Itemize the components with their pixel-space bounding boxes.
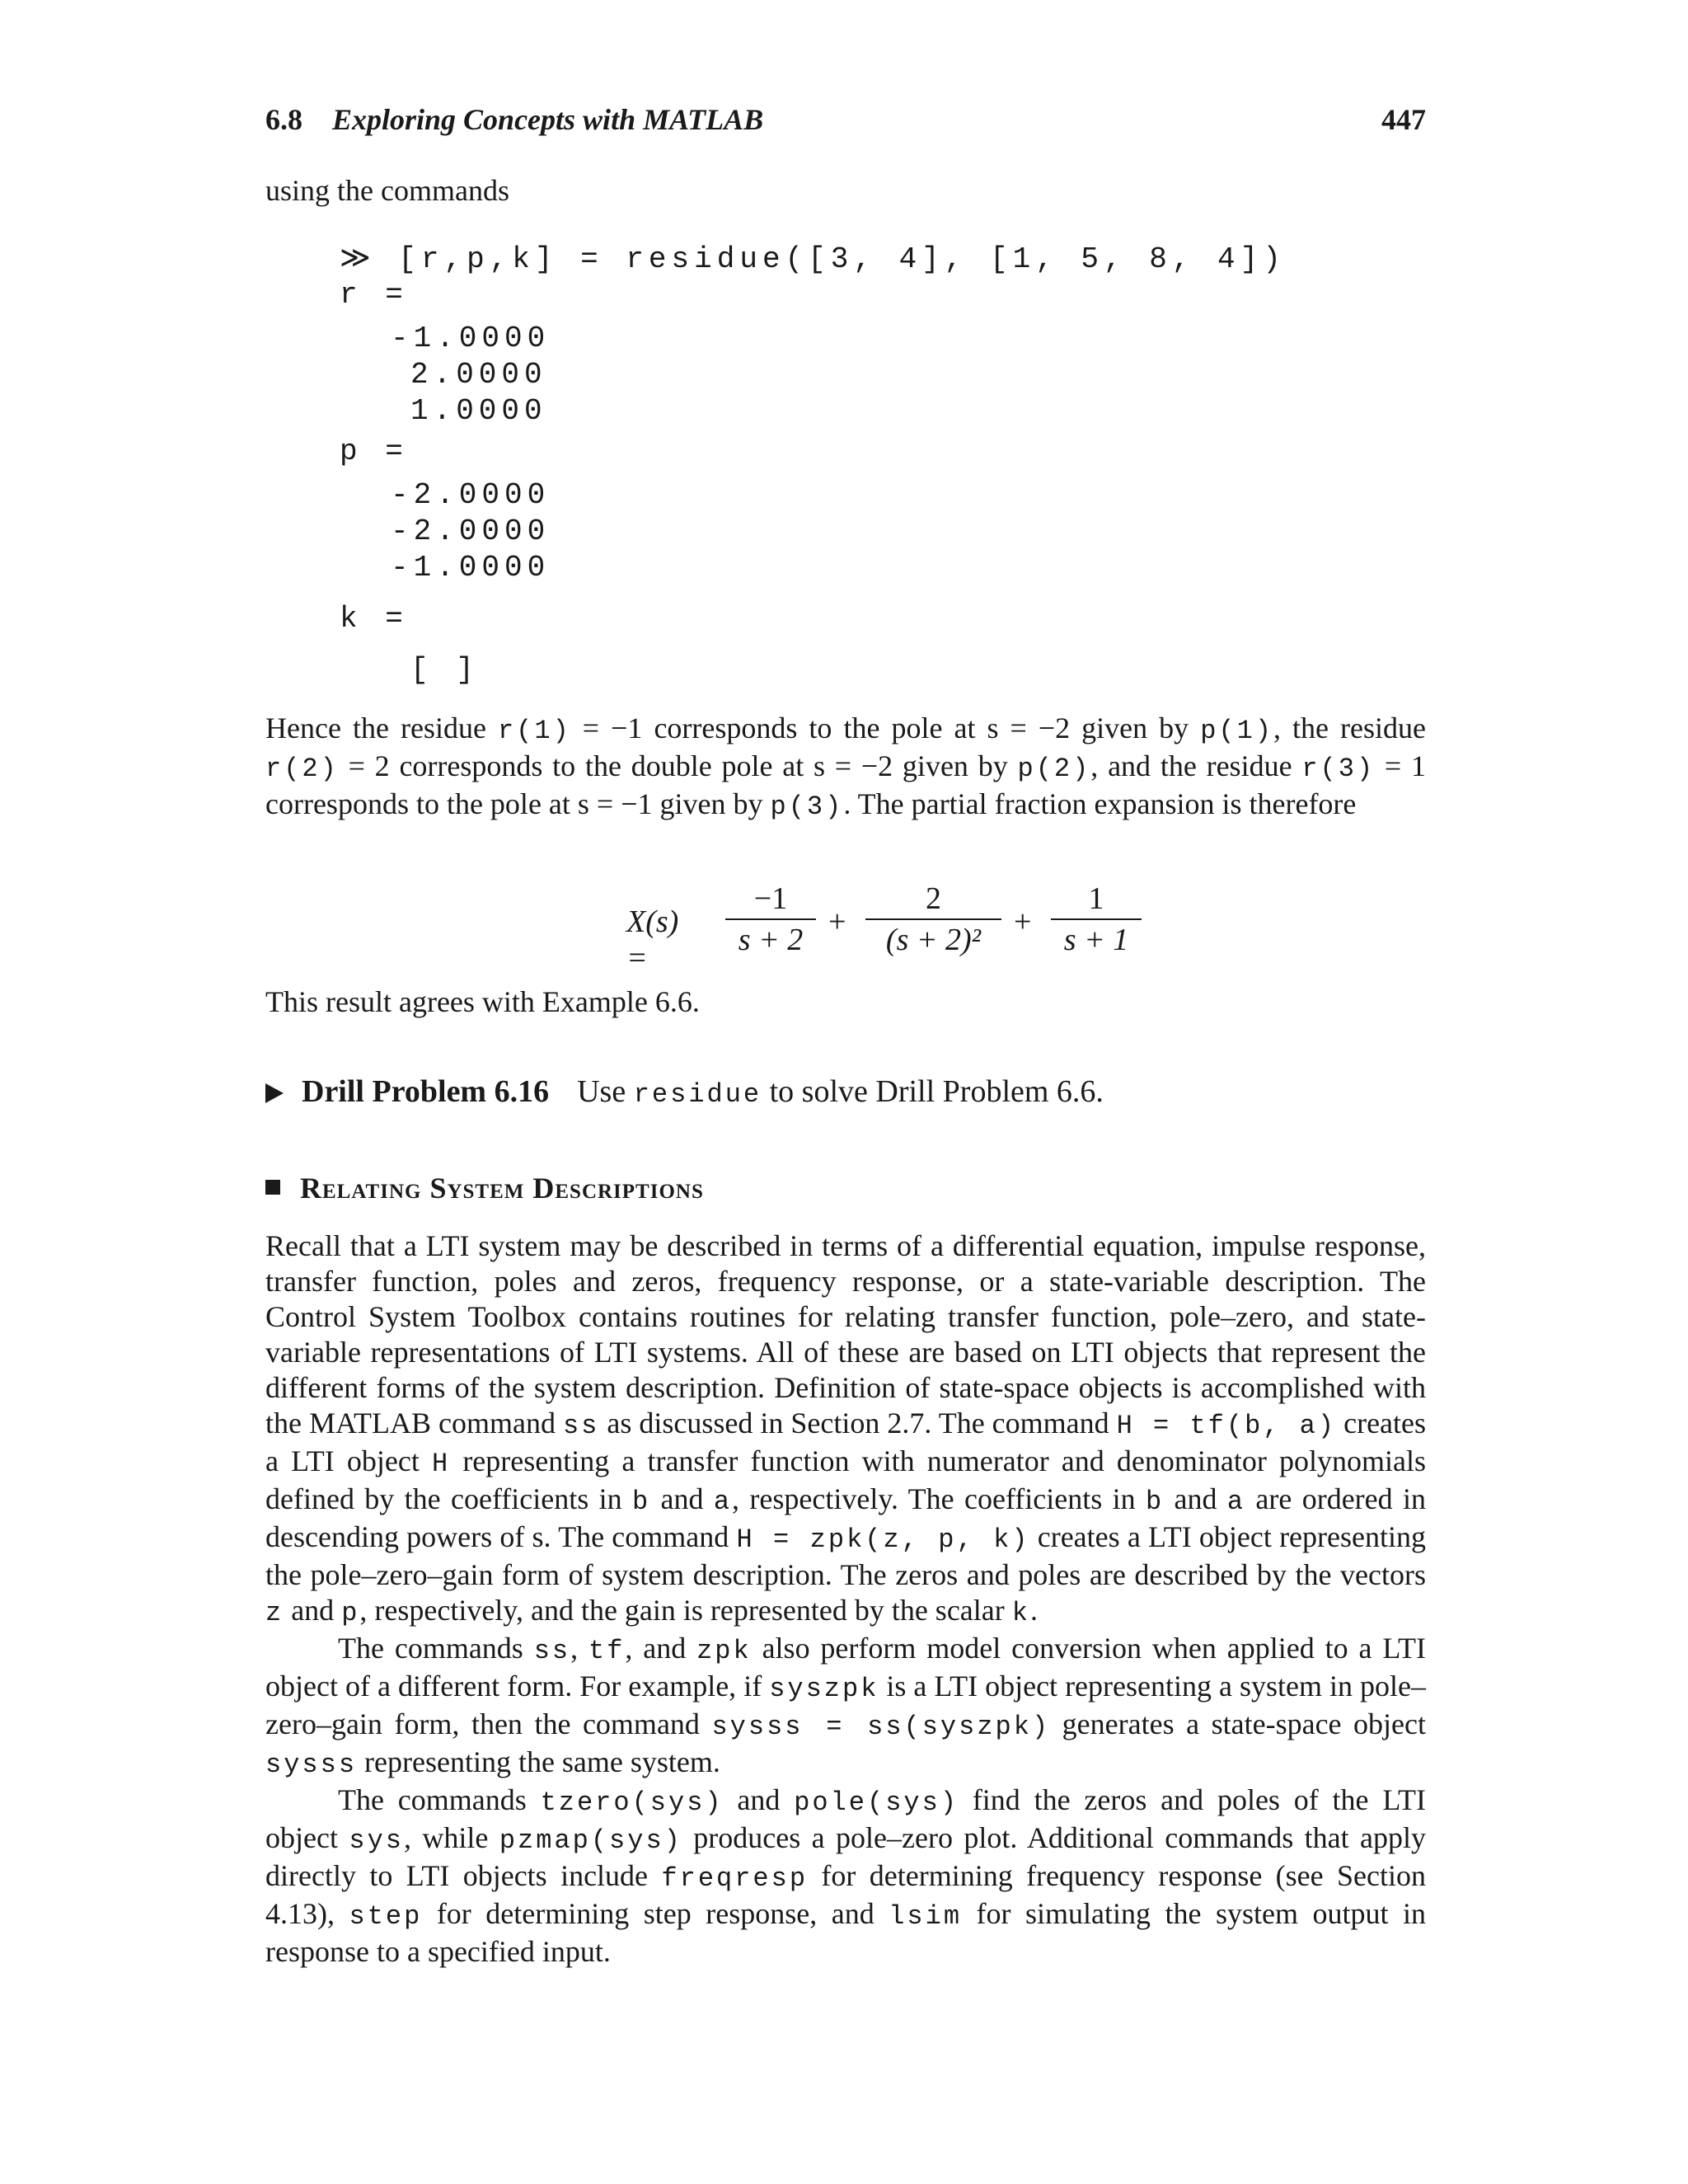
code-zpk: zpk bbox=[696, 1636, 752, 1666]
paragraph-lti-descriptions bbox=[265, 1228, 1426, 1631]
drill-problem bbox=[265, 1073, 1104, 1110]
intro-text bbox=[265, 173, 1426, 209]
text-run: for simulating the system output in response to a specified input. bbox=[265, 1897, 1426, 1968]
text-run: for determining frequency response (see Section 4.13), bbox=[265, 1859, 1426, 1930]
text-run: produces a pole–zero plot. Additional commands that apply directly to LTI objects include bbox=[265, 1821, 1427, 1892]
code-r-value-1: -1.0000 bbox=[391, 322, 551, 355]
code-tf: tf bbox=[588, 1636, 626, 1666]
fraction-1-numerator: −1 bbox=[725, 881, 816, 920]
code-r1: r(1) bbox=[497, 716, 571, 746]
section-heading bbox=[265, 1171, 704, 1205]
fraction-2-numerator: 2 bbox=[865, 881, 1001, 920]
code-ss: ss bbox=[533, 1636, 571, 1666]
fraction-3-denominator: s + 1 bbox=[1063, 923, 1129, 957]
text-run: Recall that a LTI system may be described in terms of a differential equation, impulse response, transfer function, poles and zeros, frequency response, or a state-variable description. The Control System Toolbox contains routines for relating transfer function, pole–zero, and state-variable representations of LTI systems. All of these are based on LTI objects that represent the different forms of the system description. Definition of state-space objects is accomplished with the MATLAB command bbox=[265, 1229, 1426, 1440]
code-z: z bbox=[265, 1598, 284, 1628]
text-run: , respectively, and the gain is represented by the scalar bbox=[359, 1594, 1012, 1627]
code-k-label: k = bbox=[340, 602, 408, 636]
code-lsim: lsim bbox=[889, 1901, 963, 1932]
text-run: , bbox=[570, 1632, 588, 1665]
agrees-line: This result agrees with Example 6.6. bbox=[265, 985, 700, 1018]
text-run: is a LTI object representing a system in pole–zero–gain form, then the command bbox=[265, 1670, 1426, 1740]
code-p-value-3: -1.0000 bbox=[391, 551, 551, 585]
text-run: = 2 corresponds to the double pole at s = −2 given by bbox=[338, 749, 1018, 782]
text-run: , the residue bbox=[1273, 712, 1427, 744]
text-run: , respectively. The coefficients in bbox=[732, 1482, 1146, 1515]
agrees-text bbox=[265, 984, 1426, 1020]
fraction-3 bbox=[1051, 881, 1142, 958]
text-run: The commands bbox=[338, 1632, 534, 1665]
code-zpk-command: H = zpk(z, p, k) bbox=[736, 1524, 1030, 1555]
triangle-bullet-icon bbox=[265, 1083, 284, 1103]
code-tf-command: H = tf(b, a) bbox=[1116, 1411, 1337, 1441]
code-p-value-2: -2.0000 bbox=[391, 514, 551, 548]
code-r-value-2: 2.0000 bbox=[410, 358, 547, 392]
text-run: The commands bbox=[338, 1783, 541, 1816]
text-run: = −1 corresponds to the pole at s = −2 given by bbox=[570, 712, 1201, 744]
intro-line: using the commands bbox=[265, 174, 509, 207]
text-run: , while bbox=[404, 1821, 499, 1854]
code-a: a bbox=[713, 1487, 733, 1517]
text-run: generates a state-space object bbox=[1050, 1707, 1427, 1740]
code-b: b bbox=[1145, 1487, 1165, 1517]
residue-paragraph bbox=[265, 711, 1426, 824]
code-residue: residue bbox=[633, 1079, 762, 1110]
code-p-value-1: -2.0000 bbox=[391, 478, 551, 512]
text-run: and bbox=[1164, 1482, 1227, 1515]
text-run: , and bbox=[625, 1632, 697, 1665]
text-run: Hence the residue bbox=[265, 712, 498, 744]
text-run: representing the same system. bbox=[357, 1745, 720, 1778]
code-sys: sys bbox=[349, 1825, 404, 1856]
code-pole: pole(sys) bbox=[794, 1787, 959, 1818]
code-p2: p(2) bbox=[1017, 754, 1091, 784]
code-pzmap: pzmap(sys) bbox=[499, 1825, 682, 1856]
paragraph-lti-commands bbox=[265, 1782, 1426, 1970]
text-run: , and the residue bbox=[1090, 749, 1302, 782]
code-k: k bbox=[1011, 1598, 1030, 1628]
code-r3: r(3) bbox=[1301, 754, 1376, 784]
fraction-3-numerator: 1 bbox=[1051, 881, 1142, 920]
chapter-title: Exploring Concepts with MATLAB bbox=[332, 103, 764, 136]
text-run: . bbox=[1029, 1594, 1038, 1627]
header-section-title bbox=[265, 102, 763, 137]
equation-lhs: X(s) = bbox=[626, 904, 679, 975]
text-run: and bbox=[284, 1594, 342, 1627]
text-run: representing a transfer function with numerator and denominator polynomials defined by the coefficients in bbox=[265, 1444, 1426, 1515]
code-a: a bbox=[1226, 1487, 1246, 1517]
code-H: H bbox=[431, 1449, 451, 1479]
code-k-value: [ ] bbox=[410, 653, 479, 687]
text-run: also perform model conversion when applied to a LTI object of a different form. For example, if bbox=[265, 1632, 1426, 1703]
text-run: find the zeros and poles of the LTI object bbox=[265, 1783, 1426, 1854]
residue-text bbox=[265, 711, 1426, 824]
code-b: b bbox=[631, 1487, 651, 1517]
code-freqresp: freqresp bbox=[661, 1863, 809, 1894]
code-p-label: p = bbox=[340, 434, 408, 468]
code-sysss: sysss bbox=[265, 1750, 358, 1780]
text-run: = 1 corresponds to the pole at s = −1 given by bbox=[265, 749, 1426, 820]
paragraph-model-conversion bbox=[265, 1631, 1426, 1782]
code-syszpk: syszpk bbox=[769, 1674, 879, 1704]
code-step: step bbox=[349, 1901, 423, 1932]
page-number: 447 bbox=[1381, 103, 1426, 136]
code-p1: p(1) bbox=[1200, 716, 1274, 746]
plus-sign-2: + bbox=[1014, 904, 1032, 939]
code-ss: ss bbox=[562, 1411, 600, 1441]
fraction-2-denominator: (s + 2)² bbox=[885, 923, 982, 957]
square-bullet-icon bbox=[265, 1180, 280, 1195]
code-r2: r(2) bbox=[265, 754, 339, 784]
text-run: creates a LTI object representing the pole–zero–gain form of system description. The zeros and poles are described by the vectors bbox=[265, 1520, 1426, 1591]
code-command: ≫ [r,p,k] = residue([3, 4], [1, 5, 8, 4]) bbox=[340, 242, 1286, 276]
code-tzero: tzero(sys) bbox=[540, 1787, 724, 1818]
text-run: for determining step response, and bbox=[422, 1897, 889, 1930]
running-header bbox=[265, 102, 1426, 143]
code-r-value-3: 1.0000 bbox=[410, 394, 547, 428]
code-ss-conversion: sysss = ss(syszpk) bbox=[711, 1712, 1051, 1742]
code-p3: p(3) bbox=[770, 791, 844, 822]
fraction-1 bbox=[725, 881, 816, 958]
text-run: creates a LTI object bbox=[265, 1407, 1427, 1477]
text-run: Use bbox=[577, 1074, 634, 1109]
section-heading-text: Relating System Descriptions bbox=[300, 1172, 704, 1205]
section-number: 6.8 bbox=[265, 103, 302, 136]
code-r-label: r = bbox=[340, 278, 408, 312]
text-run: and bbox=[650, 1482, 714, 1515]
code-p: p bbox=[341, 1598, 360, 1628]
text-run: are ordered in descending powers of s. The command bbox=[265, 1482, 1426, 1553]
fraction-1-denominator: s + 2 bbox=[738, 923, 804, 957]
drill-problem-label: Drill Problem 6.16 bbox=[302, 1074, 550, 1109]
text-run: . The partial fraction expansion is therefore bbox=[843, 787, 1357, 820]
body-text bbox=[265, 1228, 1426, 1970]
text-run: and bbox=[723, 1783, 795, 1816]
text-run: as discussed in Section 2.7. The command bbox=[599, 1407, 1117, 1440]
fraction-2 bbox=[865, 881, 1001, 958]
text-run: to solve Drill Problem 6.6. bbox=[762, 1074, 1104, 1109]
plus-sign-1: + bbox=[828, 904, 846, 939]
